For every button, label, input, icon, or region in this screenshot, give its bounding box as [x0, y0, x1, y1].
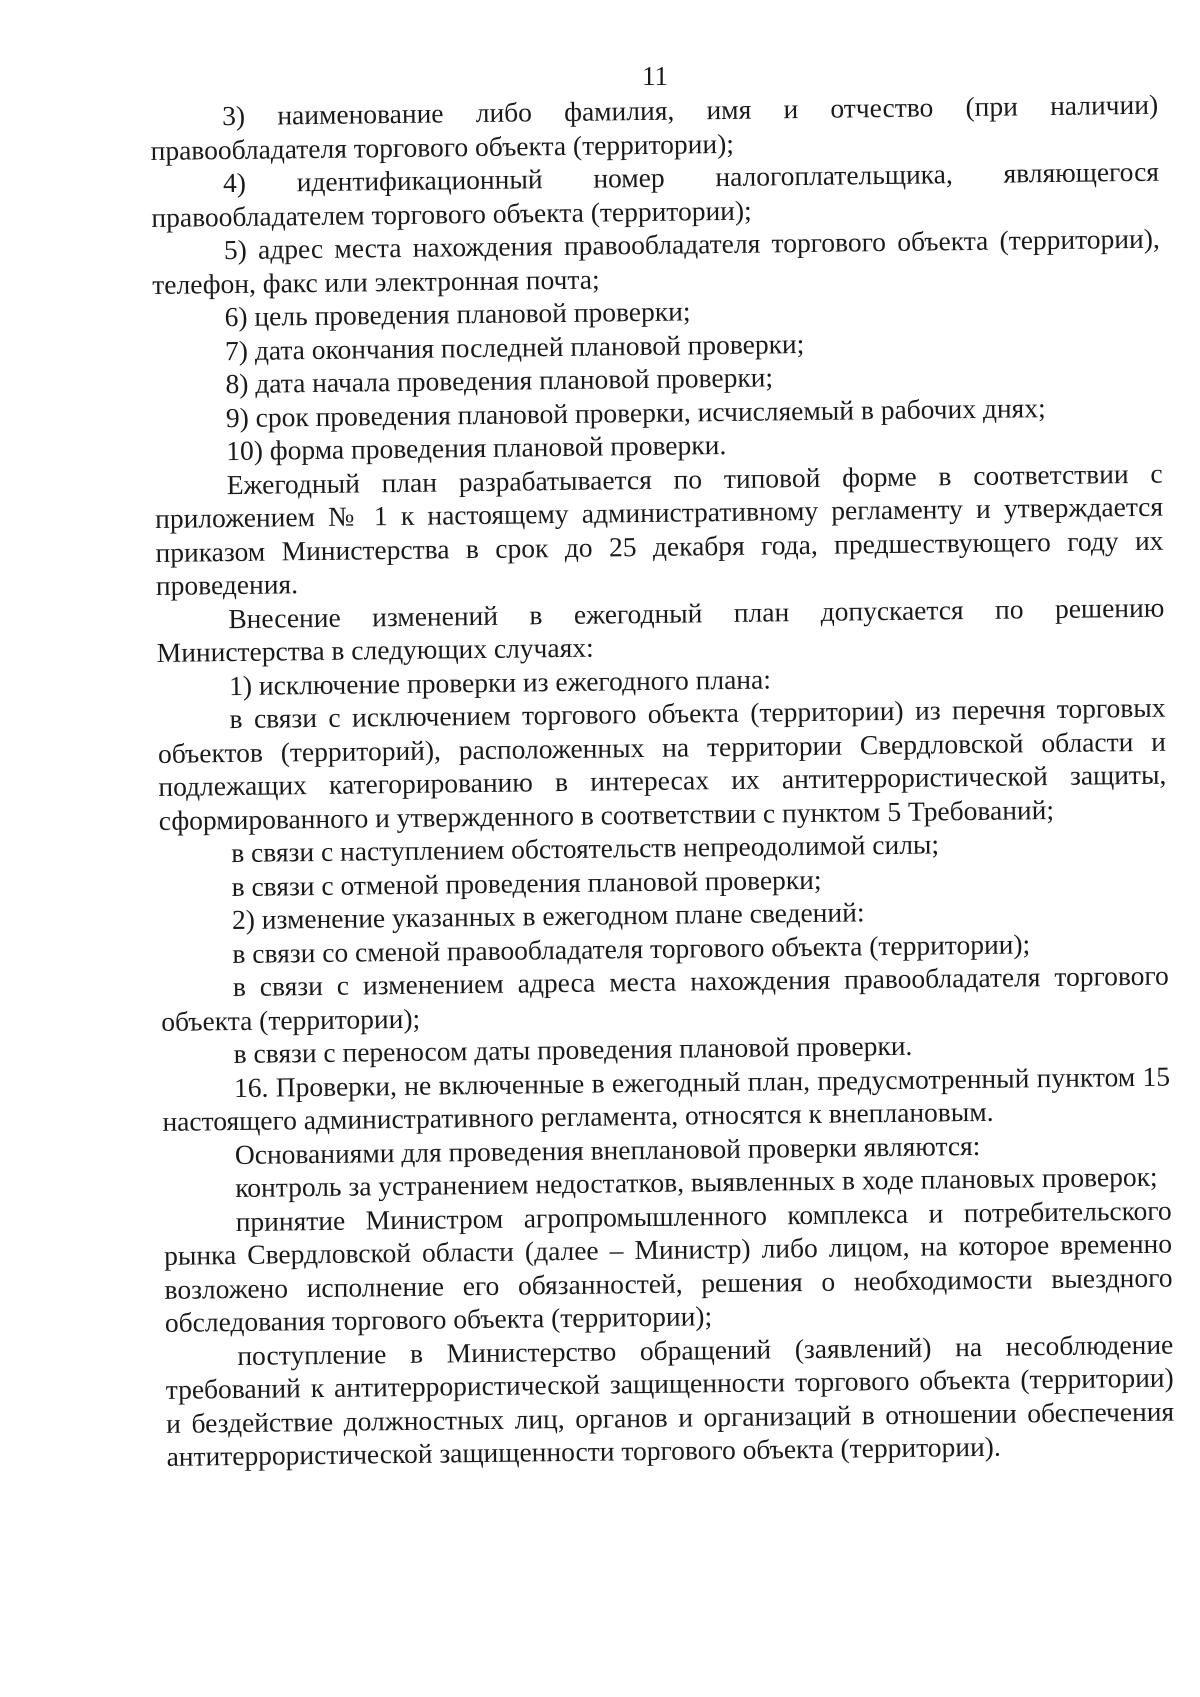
- paragraph-ground-1: контроль за устранением недостатков, выявленных в ходе плановых проверок;: [235, 1160, 1158, 1204]
- paragraph-item-8: 8) дата начала проведения плановой проверки;: [225, 361, 774, 400]
- paragraph-annual-plan: Ежегодный план разрабатывается по типовой форме в соответствии с приложением № 1 к настоящему административному регламенту и утверждается приказом Министерства в срок до 25 декабря года, предшествующего году их проведения.: [154, 457, 1164, 601]
- paragraph-exclusion-reason-1: в связи с исключением торгового объекта (территории) из перечня торговых объектов (территорий), расположенных на территории Свердловской области и подлежащих категорированию в интересах их антитеррористической защиты, сформированного и утвержденного в соответствии с пунктом 5 Требований;: [157, 691, 1167, 836]
- paragraph-grounds-heading: Основаниями для проведения внеплановой проверки являются:: [234, 1129, 981, 1170]
- paragraph-ground-2: принятие Министром агропромышленного комплекса и потребительского рынка Свердловской области (далее – Министр) либо лицом, на которое временно возложено исполнение его обязанностей, решения о необходимости выездного обследования торгового объекта (территории);: [163, 1194, 1173, 1338]
- paragraph-item-10: 10) форма проведения плановой проверки.: [226, 428, 727, 467]
- paragraph-exclusion-reason-3: в связи с отменой проведения плановой проверки;: [231, 863, 822, 902]
- paragraph-item-7: 7) дата окончания последней плановой проверки;: [224, 327, 805, 366]
- paragraph-section-16: 16. Проверки, не включенные в ежегодный план, предусмотренный пунктом 15 настоящего административного регламента, относятся к внеплановым.: [162, 1060, 1171, 1137]
- paragraph-exclusion-heading: 1) исключение проверки из ежегодного плана:: [228, 662, 772, 701]
- paragraph-item-4: 4) идентификационный номер налогоплательщика, являющегося правообладателем торгового объекта (территории);: [151, 155, 1160, 233]
- paragraph-ground-3: поступление в Министерство обращений (заявлений) на несоблюдение требований к антитеррористической защищенности торгового объекта (территории) и бездействие должностных лиц, органов и организаций в отношении обеспечения антитеррористической защищенности торгового объекта (территории).: [165, 1328, 1175, 1472]
- paragraph-change-reason-2: в связи с изменением адреса места нахождения правообладателя торгового объекта (территории);: [161, 959, 1169, 1037]
- paragraph-item-9: 9) срок проведения плановой проверки, исчисляемый в рабочих днях;: [225, 391, 1046, 433]
- paragraph-item-3: 3) наименование либо фамилия, имя и отчество (при наличии) правообладателя торгового объекта (территории);: [150, 88, 1159, 166]
- document-body: [150, 88, 1175, 1474]
- paragraph-exclusion-reason-2: в связи с наступлением обстоятельств непреодолимой силы;: [231, 828, 940, 869]
- paragraph-plan-changes: Внесение изменений в ежегодный план допускается по решению Министерства в следующих случаях:: [156, 591, 1165, 668]
- paragraph-change-heading: 2) изменение указанных в ежегодном плане сведений:: [231, 896, 865, 936]
- paragraph-item-6: 6) цель проведения плановой проверки;: [224, 295, 691, 333]
- paragraph-item-5: 5) адрес места нахождения правообладателя торгового объекта (территории), телефон, факс или электронная почта;: [152, 222, 1160, 300]
- paragraph-change-reason-3: в связи с переносом даты проведения плановой проверки.: [233, 1029, 913, 1070]
- paragraph-change-reason-1: в связи со сменой правообладателя торгового объекта (территории);: [232, 927, 1031, 969]
- page-number: 11: [642, 61, 668, 91]
